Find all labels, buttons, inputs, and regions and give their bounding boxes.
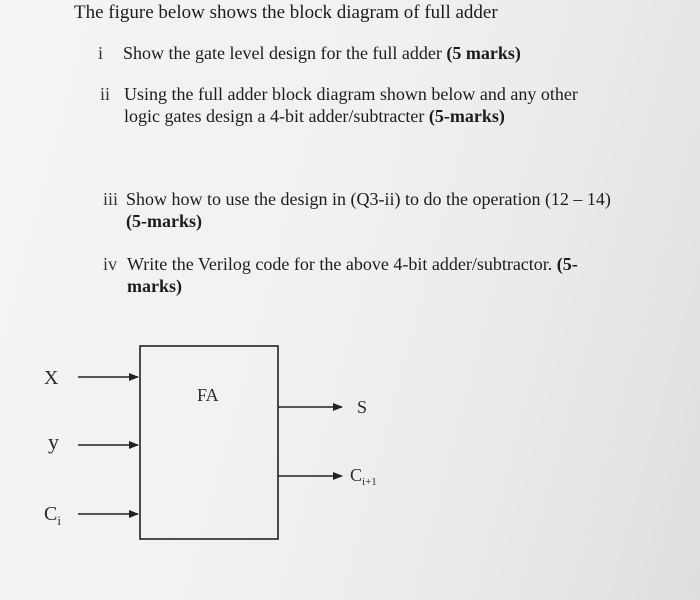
output-c-main: C [350, 465, 363, 485]
question-marks: (5- [556, 254, 578, 274]
question-text: logic gates design a 4-bit adder/subtracter [124, 106, 429, 126]
input-c-subscript: i [57, 513, 61, 528]
question-marks: (5-marks) [126, 211, 202, 231]
question-text: Using the full adder block diagram shown below and any other [124, 84, 578, 104]
output-s-label: S [357, 397, 368, 417]
input-c-main: C [44, 503, 58, 525]
question-number: iii [103, 189, 119, 209]
intro-text: The figure below shows the block diagram of full adder [74, 2, 498, 23]
input-c-label [44, 503, 61, 528]
question-text: Show the gate level design for the full adder [123, 43, 447, 63]
output-c-label [350, 465, 377, 488]
question-marks: (5-marks) [428, 106, 505, 126]
output-c-subscript: i+1 [362, 476, 377, 488]
question-number: i [98, 43, 104, 63]
question-marks: marks) [127, 276, 182, 296]
question-text: Show how to use the design in (Q3-ii) to do the operation (12 – 14) [126, 189, 611, 209]
fa-block-label: FA [197, 385, 219, 405]
question-marks: (5 marks) [446, 43, 521, 63]
question-number: ii [100, 84, 111, 104]
input-y-label: y [48, 429, 59, 454]
input-x-label: X [44, 367, 59, 389]
question-number: iv [103, 254, 118, 274]
question-text: Write the Verilog code for the above 4-bit adder/subtractor. [127, 254, 557, 274]
fa-block [140, 346, 278, 539]
